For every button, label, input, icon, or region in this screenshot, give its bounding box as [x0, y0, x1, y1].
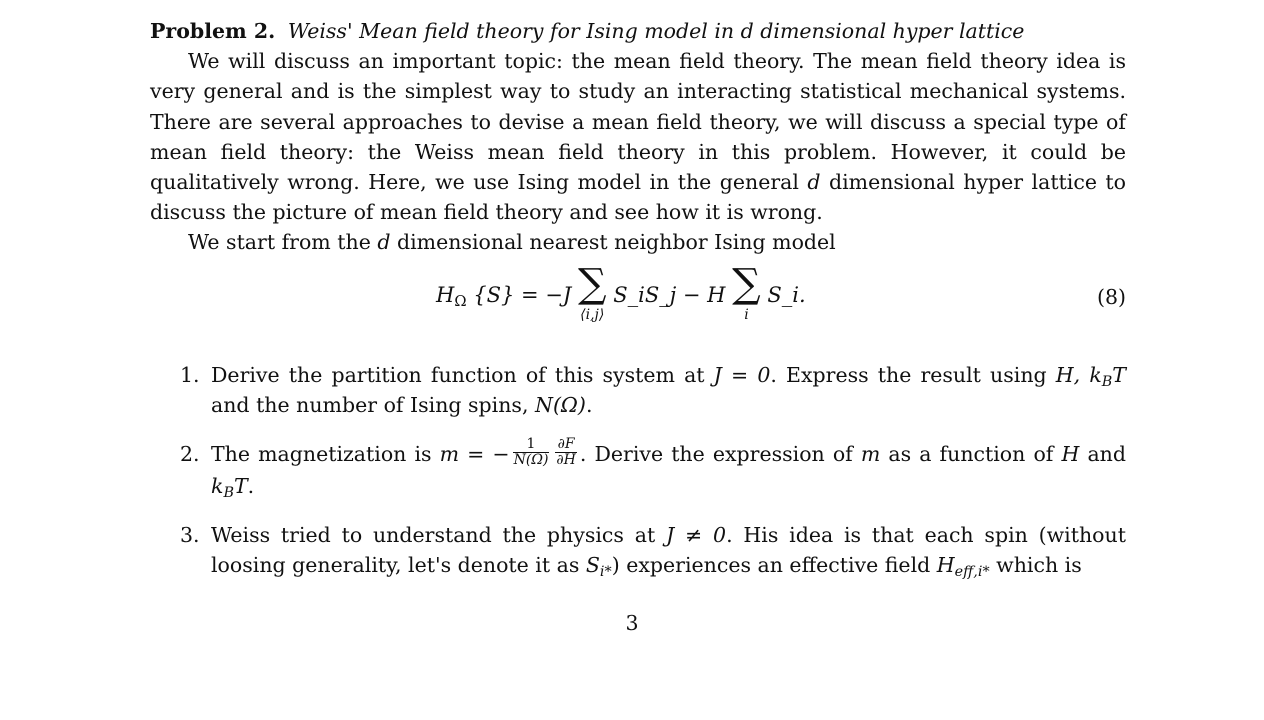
sum-limit-i: i: [744, 306, 749, 323]
eq-lhs-sub: Ω: [454, 292, 467, 310]
item-math-sub: i*: [599, 564, 612, 581]
eq-lhs: H: [436, 282, 455, 307]
frac-numerator: 1: [513, 437, 550, 453]
sum-symbol-2: ∑: [732, 260, 761, 307]
page-number: 3: [625, 611, 639, 635]
item-number: 3.: [180, 523, 200, 548]
frac-denominator: N(Ω): [513, 452, 549, 469]
item-text: and the number of Ising spins,: [211, 392, 535, 417]
item-text: Weiss tried to understand the physics at: [211, 523, 666, 548]
sum-sites: [732, 260, 761, 323]
item-math-sub: eff,i*: [954, 564, 990, 581]
item-math: H, k: [1055, 362, 1102, 387]
item-text: .: [585, 392, 593, 417]
fraction-partial: [555, 437, 576, 468]
equation-number: (8): [1096, 284, 1126, 309]
item-math: J = 0: [713, 362, 771, 387]
intro-var-d: d: [807, 170, 821, 195]
item-text: The magnetization is: [211, 442, 440, 467]
item-text: and: [1079, 442, 1126, 467]
eq-term-2: S_i.: [767, 282, 806, 307]
fraction-one-over-n: [513, 437, 550, 468]
question-item-3: [150, 520, 1126, 580]
frac-numerator: ∂F: [555, 437, 576, 453]
intro-text-2b: dimensional nearest neighbor Ising model: [390, 230, 836, 255]
problem-title: Weiss' Mean field theory for Ising model in d dimensional hyper lattice: [287, 19, 1025, 43]
item-text: . Derive the expression of: [579, 442, 861, 467]
item-math-sub: B: [1101, 373, 1113, 390]
intro-var-d-2: d: [377, 230, 391, 255]
item-math-sub: B: [223, 485, 234, 502]
frac-denominator: ∂H: [556, 452, 576, 469]
intro-text-1b: dimensional hyper lattice to discuss the picture of mean field theory and see how it is wrong.: [150, 170, 1126, 225]
eq-term-1: S_iS_j − H: [613, 282, 726, 307]
item-math: J ≠ 0: [666, 523, 727, 548]
problem-label: Problem 2.: [150, 19, 276, 43]
item-math: N(Ω): [535, 392, 586, 417]
paper-page: [150, 16, 1126, 600]
question-list: [150, 360, 1126, 581]
item-math: H: [1061, 442, 1080, 467]
item-math: T: [1112, 362, 1126, 387]
intro-paragraph-1: [150, 46, 1126, 227]
item-math: k: [211, 474, 224, 499]
item-number: 2.: [180, 442, 200, 467]
item-text: . Express the result using: [770, 362, 1056, 387]
item-text: . His idea is that each spin (without loosing generality, let's denote it as: [211, 523, 1126, 578]
question-item-1: [150, 360, 1126, 420]
intro-paragraph-2: [150, 227, 1126, 257]
equation-8: [150, 260, 1126, 354]
item-math: m = −: [439, 442, 510, 467]
eq-arg: {S} = −J: [473, 282, 572, 307]
sum-nearest-neighbors: [577, 260, 607, 323]
equation-body: [436, 260, 806, 324]
item-math: S: [585, 553, 600, 578]
intro-text-2a: We start from the: [188, 230, 378, 255]
item-number: 1.: [180, 362, 200, 387]
item-text: Derive the partition function of this system at: [211, 362, 714, 387]
question-item-2: [150, 436, 1126, 502]
item-math: T: [233, 474, 248, 499]
item-math: H: [936, 553, 955, 578]
item-text: ) experiences an effective field: [611, 553, 937, 578]
item-text: .: [247, 474, 255, 499]
item-text: as a function of: [880, 442, 1062, 467]
problem-heading: [150, 16, 1126, 46]
sum-limit-ij: ⟨i,j⟩: [580, 306, 605, 323]
item-text: which is: [989, 553, 1082, 578]
sum-symbol-1: ∑: [577, 260, 607, 307]
item-math: m: [860, 442, 881, 467]
intro-text-1a: We will discuss an important topic: the mean field theory. The mean field theory idea is very general and is the simplest way to study an interacting statistical mechanical systems. There are several approaches to devise a mean field theory, we will discuss a special type of mean field theory: the Weiss mean field theory in this problem. However, it could be qualitatively wrong. Here, we use Ising model in the general: [150, 49, 1126, 195]
